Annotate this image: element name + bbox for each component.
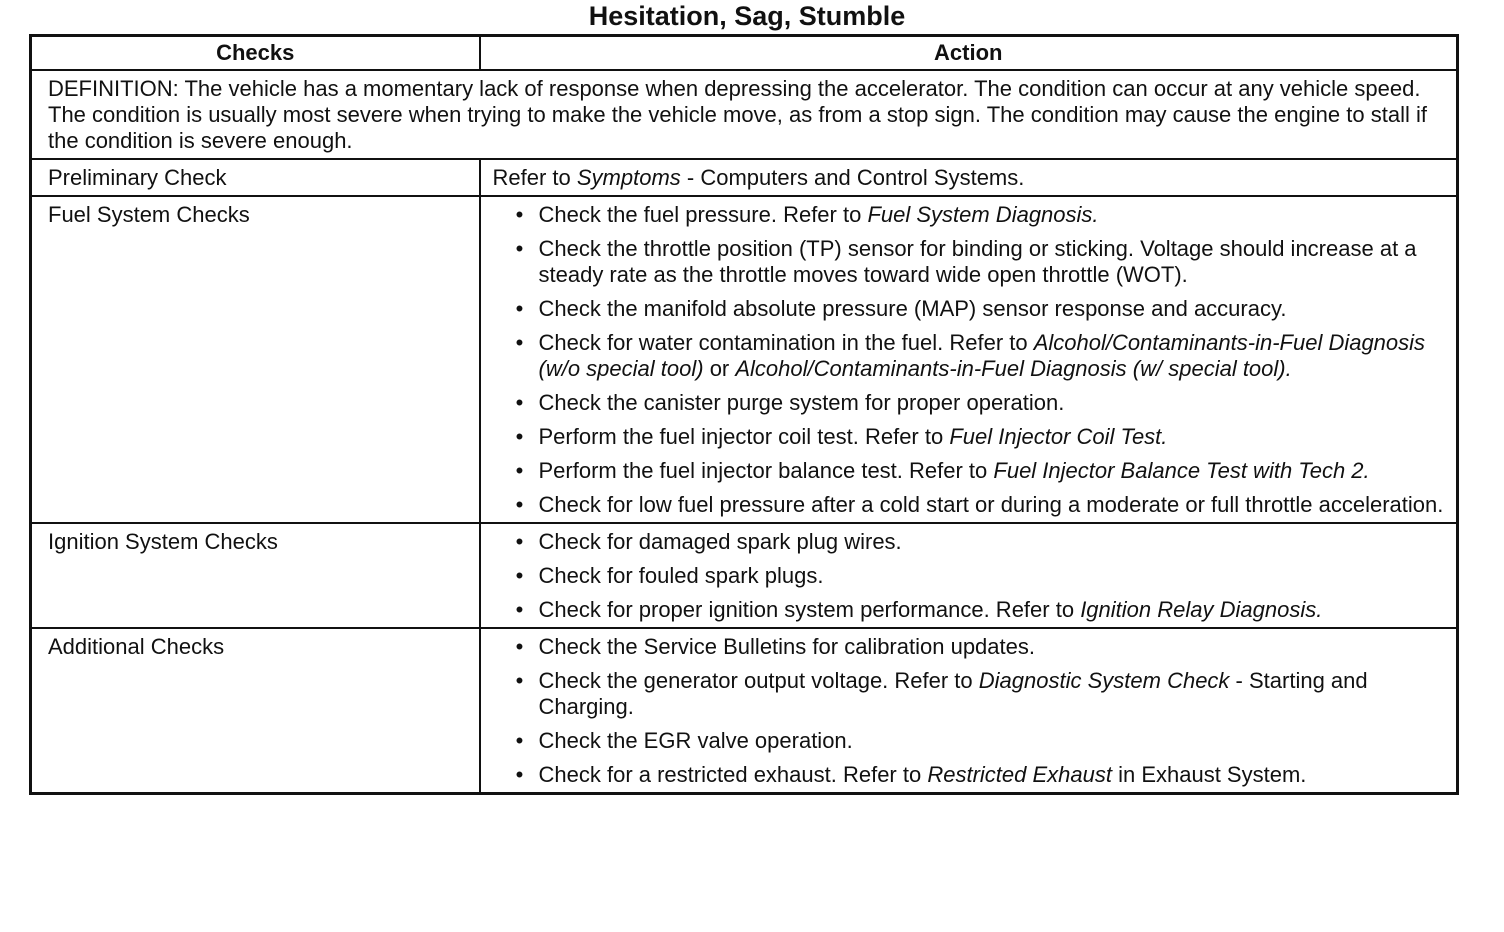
bullet-icon: • (515, 728, 524, 753)
list-item (493, 330, 1449, 382)
item-text: Check for damaged spark plug wires. (538, 529, 902, 554)
list-item (493, 296, 1449, 322)
item-text: Check for low fuel pressure after a cold start or during a moderate or full throttle acceleration. (538, 492, 1444, 517)
ignition-system-check-label: Ignition System Checks (31, 523, 480, 628)
bullet-icon: • (515, 202, 524, 227)
item-text: Check for fouled spark plugs. (538, 563, 824, 588)
list-item (493, 634, 1449, 660)
item-reference: Fuel Injector Balance Test with Tech 2. (993, 458, 1370, 483)
list-item (493, 597, 1449, 623)
preliminary-check-label: Preliminary Check (31, 159, 480, 196)
list-item (493, 492, 1449, 518)
item-text: Perform the fuel injector balance test. Refer to (538, 458, 994, 483)
definition-text: DEFINITION: The vehicle has a momentary lack of response when depressing the accelerator. The condition can occur at any vehicle speed. The condition is usually most severe when trying to make the vehicle move, as from a stop sign. The condition may cause the engine to stall if the condition is severe enough. (31, 70, 1458, 159)
item-text: Check for proper ignition system performance. Refer to (538, 597, 1081, 622)
list-item (493, 236, 1449, 288)
page-title: Hesitation, Sag, Stumble (588, 1, 906, 31)
bullet-icon: • (515, 390, 524, 415)
item-text: Check the generator output voltage. Refer to (538, 668, 979, 693)
item-reference: Restricted Exhaust (927, 762, 1112, 787)
list-item (493, 458, 1449, 484)
ignition-system-actions (480, 523, 1458, 628)
item-text: Check the Service Bulletins for calibration updates. (538, 634, 1035, 659)
ignition-action-list (493, 529, 1449, 623)
diagnostic-table (29, 34, 1459, 795)
bullet-icon: • (515, 296, 524, 321)
bullet-icon: • (515, 634, 524, 659)
bullet-icon: • (515, 597, 524, 622)
checks-column-header: Checks (31, 36, 480, 71)
ignition-system-row (31, 523, 1458, 628)
bullet-icon: • (515, 529, 524, 554)
item-text: Check the EGR valve operation. (538, 728, 853, 753)
item-text: - Starting and Charging. (538, 668, 1368, 719)
bullet-icon: • (515, 762, 524, 787)
item-text: Check for a restricted exhaust. Refer to (538, 762, 928, 787)
fuel-action-list (493, 202, 1449, 518)
bullet-icon: • (515, 458, 524, 483)
definition-row (31, 70, 1458, 159)
list-item (493, 762, 1449, 788)
item-text: Check the fuel pressure. Refer to (538, 202, 868, 227)
list-item (493, 424, 1449, 450)
bullet-icon: • (515, 668, 524, 693)
bullet-icon: • (515, 236, 524, 261)
list-item (493, 728, 1449, 754)
item-reference: Diagnostic System Check (978, 668, 1230, 693)
additional-checks-actions (480, 628, 1458, 794)
preliminary-action-prefix: Refer to (492, 165, 577, 190)
item-reference: Alcohol/Contaminants-in-Fuel Diagnosis (w/ special tool). (735, 356, 1292, 381)
list-item (493, 390, 1449, 416)
item-text: Perform the fuel injector coil test. Refer to (538, 424, 950, 449)
bullet-icon: • (515, 492, 524, 517)
list-item (493, 668, 1449, 720)
list-item (493, 563, 1449, 589)
preliminary-row (31, 159, 1458, 196)
item-text: Check the canister purge system for proper operation. (538, 390, 1065, 415)
preliminary-action (480, 159, 1458, 196)
preliminary-action-suffix: - Computers and Control Systems. (680, 165, 1025, 190)
action-column-header: Action (480, 36, 1458, 71)
item-reference: Fuel System Diagnosis. (867, 202, 1099, 227)
bullet-icon: • (515, 424, 524, 449)
header-row (31, 36, 1458, 71)
item-reference: Fuel Injector Coil Test. (949, 424, 1168, 449)
bullet-icon: • (515, 563, 524, 588)
item-reference: Alcohol/Contaminants-in-Fuel Diagnosis (w/o special tool) (538, 330, 1426, 381)
item-text: in Exhaust System. (1111, 762, 1307, 787)
item-text: Check the throttle position (TP) sensor for binding or sticking. Voltage should increase at a steady rate as the throttle moves toward wide open throttle (WOT). (538, 236, 1417, 287)
fuel-system-row (31, 196, 1458, 523)
additional-checks-label: Additional Checks (31, 628, 480, 794)
list-item (493, 529, 1449, 555)
additional-checks-row (31, 628, 1458, 794)
item-text: or (703, 356, 736, 381)
item-reference: Ignition Relay Diagnosis. (1080, 597, 1323, 622)
bullet-icon: • (515, 330, 524, 355)
item-text: Check the manifold absolute pressure (MAP) sensor response and accuracy. (538, 296, 1287, 321)
fuel-system-check-label: Fuel System Checks (31, 196, 480, 523)
symptoms-reference: Symptoms (576, 165, 681, 190)
list-item (493, 202, 1449, 228)
additional-action-list (493, 634, 1449, 788)
fuel-system-actions (480, 196, 1458, 523)
item-text: Check for water contamination in the fuel. Refer to (538, 330, 1034, 355)
